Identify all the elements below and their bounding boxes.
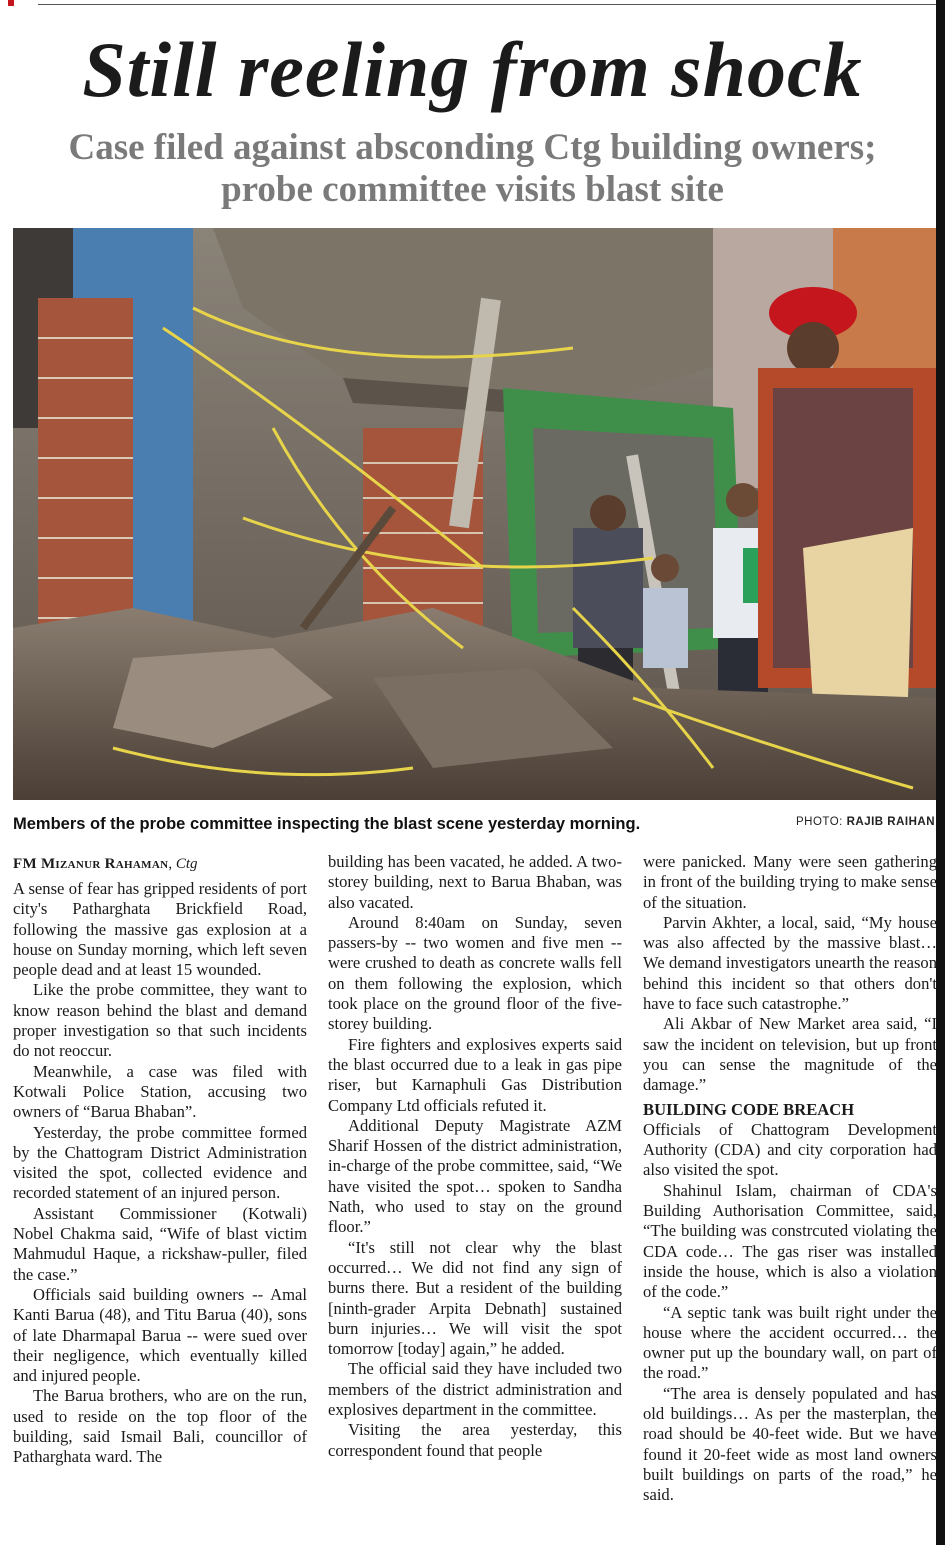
byline [13, 852, 307, 876]
paragraph: Officials said building owners -- Amal Kanti Barua (48), and Titu Barua (40), sons of late Dharmapal Barua -- were sued over their negligence, which eventually killed and injured people. [13, 1284, 307, 1386]
paragraph: Assistant Commissioner (Kotwali) Nobel Chakma said, “Wife of blast victim Mahmudul Haque, a rickshaw-puller, filed the case.” [13, 1203, 307, 1284]
byline-location: Ctg [175, 856, 198, 872]
photo-caption: Members of the probe committee inspecting the blast scene yesterday morning. [13, 815, 641, 833]
page-top-rule [38, 4, 937, 5]
paragraph: Meanwhile, a case was filed with Kotwali Police Station, accusing two owners of “Barua Bhaban”. [13, 1061, 307, 1122]
subheadline [0, 127, 945, 211]
photo-credit-name: RAJIB RAIHAN [846, 816, 935, 828]
subheadline-line-1: Case filed against absconding Ctg building owners; [68, 127, 877, 168]
paragraph: Yesterday, the probe committee formed by the Chattogram District Administration visited the spot, collected evidence and recorded statement of an injured person. [13, 1122, 307, 1203]
paragraph: Parvin Akhter, a local, said, “My house was also affected by the massive blast… We demand investigators unearth the reason behind this incident so that others don't have to face such catastrophe.” [643, 912, 937, 1014]
paragraph: A sense of fear has gripped residents of port city's Patharghata Brickfield Road, following the massive gas explosion at a house on Sunday morning, which left seven people dead and at least 15 wounded. [13, 879, 307, 980]
section-marker [8, 0, 14, 6]
article-column-2 [328, 852, 622, 1461]
blast-site-photo-illustration [13, 228, 936, 800]
section-subheading: BUILDING CODE BREACH [643, 1099, 855, 1119]
byline-author: FM Mizanur Rahaman [13, 856, 169, 872]
byline-separator: , [168, 856, 173, 872]
paragraph: were panicked. Many were seen gathering in front of the building trying to make sense of the situation. [643, 852, 937, 912]
paragraph: Additional Deputy Magistrate AZM Sharif Hossen of the district administration, in-charge of the probe committee, said, “We have visited the spot… spoken to Sandha Nath, who used to stay on the ground floor.” [328, 1115, 622, 1237]
photo-credit [796, 816, 935, 828]
paragraph: The Barua brothers, who are on the run, used to reside on the top floor of the building, said Ismail Bali, councillor of Patharghata ward. The [13, 1386, 307, 1467]
paragraph: Officials of Chattogram Development Authority (CDA) and city corporation had also visited the spot. [643, 1119, 937, 1180]
article-column-1 [13, 852, 307, 1468]
paragraph: “It's still not clear why the blast occurred… We did not find any sign of burns there. But a resident of the building [ninth-grader Arpita Debnath] sustained burn injuries… We will visit the spot tomorrow [today] again,” he added. [328, 1237, 622, 1359]
paragraph: Ali Akbar of New Market area said, “I saw the incident on television, but up front you can sense the magnitude of the damage.” [643, 1014, 937, 1095]
subheadline-line-2: probe committee visits blast site [221, 169, 724, 210]
paragraph: The official said they have included two members of the district administration and explosives department in the committee. [328, 1359, 622, 1420]
paragraph: building has been vacated, he added. A two-storey building, next to Barua Bhaban, was also vacated. [328, 852, 622, 912]
paragraph: “The area is densely populated and has old buildings… As per the masterplan, the road should be 40-feet wide. But we have found it 20-feet wide as most land owners built buildings on parts of the road,” he said. [643, 1383, 937, 1505]
paragraph: Around 8:40am on Sunday, seven passers-by -- two women and five men -- were crushed to death as concrete walls fell on them following the explosion, which took place on the ground floor of the five-storey building. [328, 912, 622, 1034]
headline: Still reeling from shock [82, 26, 863, 113]
paragraph: “A septic tank was built right under the house where the accident occurred… the owner put up the boundary wall, on part of the road.” [643, 1302, 937, 1383]
page-right-edge [936, 0, 945, 1545]
photo-credit-prefix: PHOTO: [795, 816, 843, 828]
article-column-3 [643, 852, 937, 1506]
news-photo [13, 228, 936, 800]
paragraph: Like the probe committee, they want to know reason behind the blast and demand proper investigation so that such incidents do not reoccur. [13, 980, 307, 1061]
paragraph: Fire fighters and explosives experts said the blast occurred due to a leak in gas pipe riser, but Karnaphuli Gas Distribution Company Ltd officials refuted it. [328, 1034, 622, 1115]
paragraph: Visiting the area yesterday, this correspondent found that people [328, 1420, 622, 1460]
paragraph: Shahinul Islam, chairman of CDA's Building Authorisation Committee, said, “The building was constrcuted violating the CDA code… The gas riser was installed inside the house, which is also a violation of the code.” [643, 1180, 937, 1302]
